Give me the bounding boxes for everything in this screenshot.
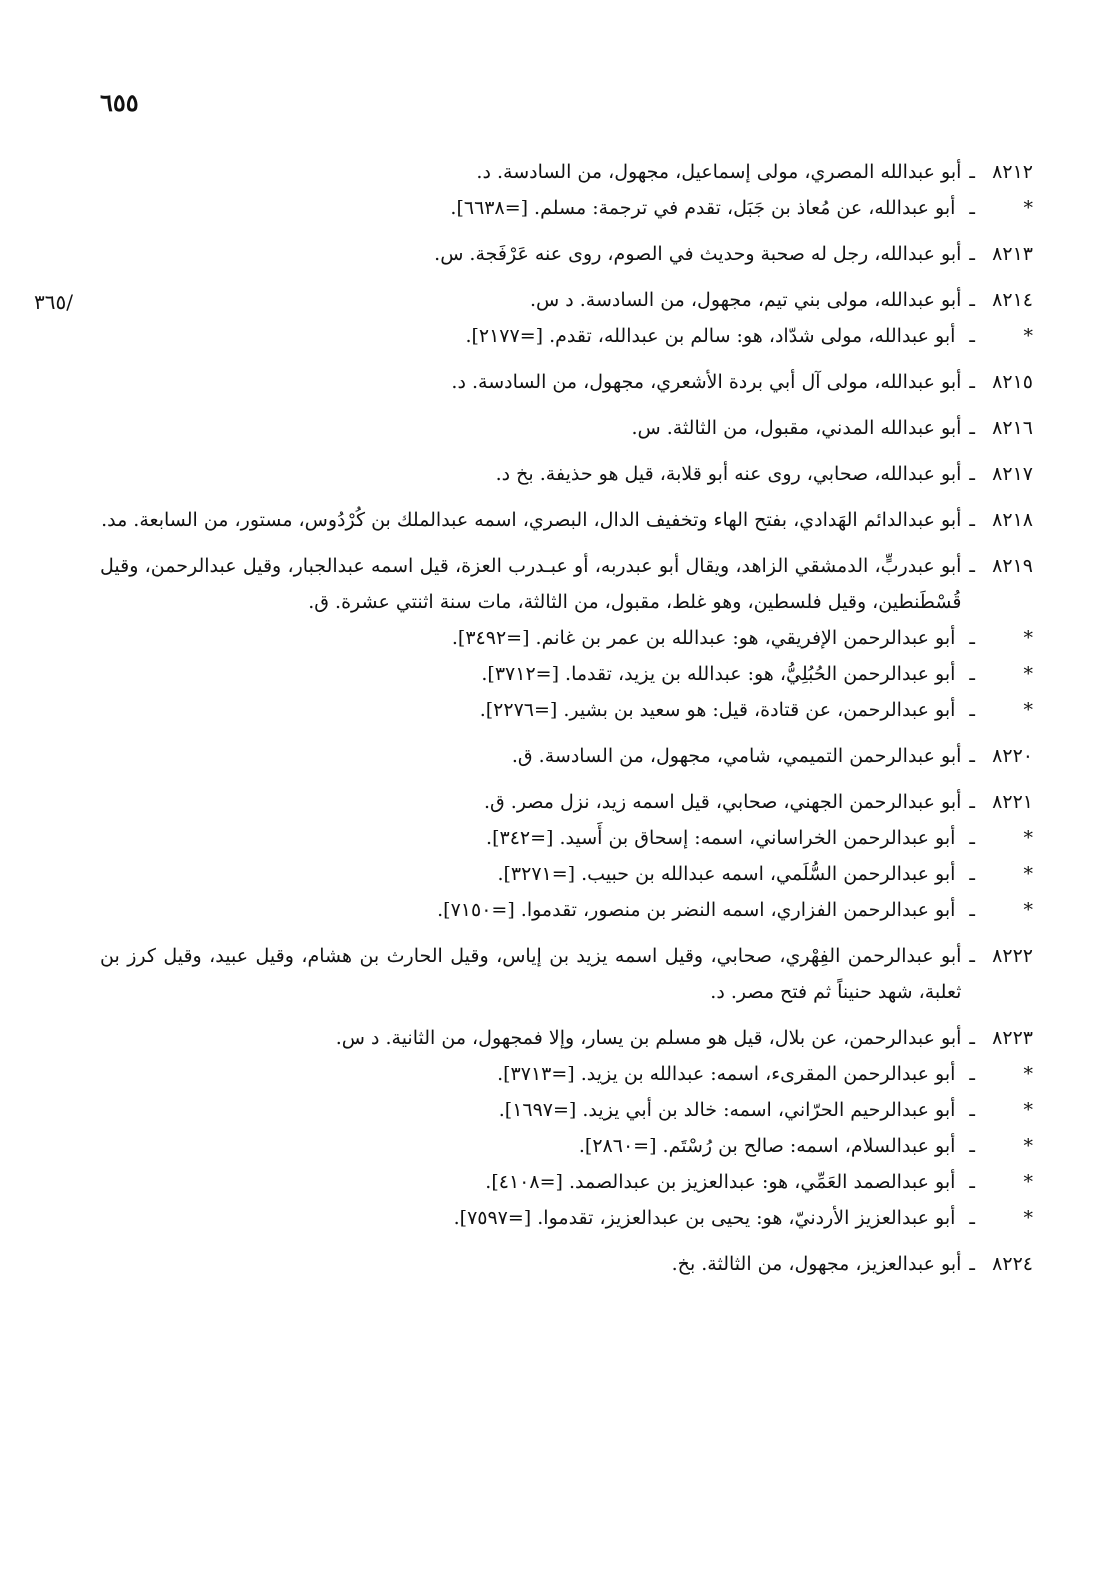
entry-text: أبو عبدالعزيز، مجهول، من الثالثة. بخ.	[671, 1253, 962, 1275]
entry-dash: ـ	[969, 1099, 975, 1121]
asterisk-marker: *	[1023, 1207, 1033, 1229]
entry-item	[100, 784, 1033, 820]
entry-dash: ـ	[969, 827, 975, 849]
entry-number: ٨٢٢٠	[992, 745, 1033, 767]
entry-number: ٨٢١٥	[992, 371, 1033, 393]
entry-text: أبو عبدالله، صحابي، روى عنه أبو قلابة، قيل هو حذيفة. بخ د.	[495, 463, 962, 485]
entry-item	[100, 502, 1033, 538]
entry-item	[100, 154, 1033, 190]
entry-item	[100, 1246, 1033, 1282]
entry-dash: ـ	[969, 899, 975, 921]
page-number: ٦٥٥	[100, 88, 139, 117]
entry-text: أبو عبدربٍّ، الدمشقي الزاهد، ويقال أبو عبدربه، أو عبـدرب العزة، قيل اسمه عبدالجبار، وقيل عبدالرحمن، وقيل قُسْطَنطين، وقيل فلسطين، وهو غلط، مقبول، من الثالثة، مات سنة اثنتي عشرة. ق.	[100, 555, 962, 613]
entry-dash: ـ	[969, 243, 975, 265]
entry-text: أبو عبدالله، مولى بني تيم، مجهول، من السادسة. د س.	[529, 289, 962, 311]
entry-dash: ـ	[969, 555, 975, 577]
entry-text: أبو عبدالرحمن الحُبُلِيُّ، هو: عبدالله بن يزيد، تقدما. [=٣٧١٢].	[481, 663, 956, 685]
entry-number: ٨٢٢٢	[992, 945, 1033, 967]
asterisk-marker: *	[1023, 627, 1033, 649]
entry-dash: ـ	[969, 509, 975, 531]
entry-dash: ـ	[969, 945, 975, 967]
entry-text: أبو عبدالرحمن التميمي، شامي، مجهول، من السادسة. ق.	[511, 745, 962, 767]
asterisk-marker: *	[1023, 827, 1033, 849]
cross-reference-item	[100, 856, 1033, 892]
entry-text: أبو عبدالله، عن مُعاذ بن جَبَل، تقدم في ترجمة: مسلم. [=٦٦٣٨].	[450, 197, 956, 219]
entry-number: ٨٢١٤	[992, 289, 1033, 311]
cross-reference-item	[100, 1092, 1033, 1128]
entry-item	[100, 236, 1033, 272]
cross-reference-item	[100, 692, 1033, 728]
cross-reference-item	[100, 656, 1033, 692]
entry-dash: ـ	[969, 791, 975, 813]
entry-dash: ـ	[969, 161, 975, 183]
entry-dash: ـ	[969, 627, 975, 649]
entry-dash: ـ	[969, 197, 975, 219]
entry-number: ٨٢١٩	[992, 555, 1033, 577]
entry-text: أبو عبدالله، رجل له صحبة وحديث في الصوم، روى عنه عَرْفَجة. س.	[434, 243, 962, 265]
asterisk-marker: *	[1023, 197, 1033, 219]
cross-reference-item	[100, 892, 1033, 928]
entry-item	[100, 282, 1033, 318]
asterisk-marker: *	[1023, 1063, 1033, 1085]
cross-reference-item	[100, 318, 1033, 354]
entries-list	[100, 144, 1033, 1282]
entry-text: أبو عبدالدائم الهَدادي، بفتح الهاء وتخفيف الدال، البصري، اسمه عبدالملك بن كُرْدُوس، مستور، من السابعة. مد.	[101, 509, 962, 531]
entry-number: ٨٢١٣	[992, 243, 1033, 265]
entry-text: أبو عبدالرحمن الجهني، صحابي، قيل اسمه زيد، نزل مصر. ق.	[483, 791, 962, 813]
entry-dash: ـ	[969, 745, 975, 767]
entry-text: أبو عبدالرحمن السُّلَمي، اسمه عبدالله بن حبيب. [=٣٢٧١].	[497, 863, 956, 885]
cross-reference-item	[100, 1200, 1033, 1236]
asterisk-marker: *	[1023, 899, 1033, 921]
entry-dash: ـ	[969, 289, 975, 311]
entry-dash: ـ	[969, 699, 975, 721]
entry-text: أبو عبدالرحمن، عن قتادة، قيل: هو سعيد بن بشير. [=٢٢٧٦].	[479, 699, 956, 721]
entry-dash: ـ	[969, 371, 975, 393]
entry-number: ٨٢١٨	[992, 509, 1033, 531]
margin-volume-page-note: /٣٦٥	[34, 290, 73, 314]
entry-item	[100, 456, 1033, 492]
entry-text: أبو عبدالرحمن الفزاري، اسمه النضر بن منصور، تقدموا. [=٧١٥٠].	[437, 899, 956, 921]
asterisk-marker: *	[1023, 1135, 1033, 1157]
entry-text: أبو عبدالله، مولى شدّاد، هو: سالم بن عبدالله، تقدم. [=٢١٧٧].	[465, 325, 956, 347]
entry-dash: ـ	[969, 1253, 975, 1275]
entry-text: أبو عبدالله، مولى آل أبي بردة الأشعري، مجهول، من السادسة. د.	[451, 371, 962, 393]
entry-item	[100, 738, 1033, 774]
entry-text: أبو عبدالرحمن، عن بلال، قيل هو مسلم بن يسار، وإلا فمجهول، من الثانية. د س.	[335, 1027, 962, 1049]
entry-item	[100, 548, 1033, 620]
entry-dash: ـ	[969, 417, 975, 439]
entry-item	[100, 364, 1033, 400]
entry-item	[100, 938, 1033, 1010]
cross-reference-item	[100, 820, 1033, 856]
entry-text: أبو عبدالله المدني، مقبول، من الثالثة. س.	[631, 417, 962, 439]
asterisk-marker: *	[1023, 1171, 1033, 1193]
entry-text: أبو عبدالرحيم الحرّاني، اسمه: خالد بن أبي يزيد. [=١٦٩٧].	[498, 1099, 956, 1121]
entry-text: أبو عبدالصمد العَمِّي، هو: عبدالعزيز بن عبدالصمد. [=٤١٠٨].	[485, 1171, 956, 1193]
entry-dash: ـ	[969, 863, 975, 885]
asterisk-marker: *	[1023, 1099, 1033, 1121]
entry-dash: ـ	[969, 325, 975, 347]
entry-dash: ـ	[969, 1135, 975, 1157]
entry-item	[100, 1020, 1033, 1056]
cross-reference-item	[100, 1128, 1033, 1164]
entry-number: ٨٢٢١	[992, 791, 1033, 813]
entry-text: أبو عبدالرحمن الفِهْري، صحابي، وقيل اسمه يزيد بن إياس، وقيل الحارث بن هشام، وقيل عبيد، وقيل كرز بن ثعلبة، شهد حنيناً ثم فتح مصر. د.	[100, 945, 962, 1003]
entry-text: أبو عبدالعزيز الأردنيّ، هو: يحيى بن عبدالعزيز، تقدموا. [=٧٥٩٧].	[453, 1207, 956, 1229]
entry-number: ٨٢٢٣	[992, 1027, 1033, 1049]
asterisk-marker: *	[1023, 325, 1033, 347]
asterisk-marker: *	[1023, 863, 1033, 885]
entry-text: أبو عبدالله المصري، مولى إسماعيل، مجهول، من السادسة. د.	[476, 161, 962, 183]
entry-dash: ـ	[969, 1207, 975, 1229]
entry-number: ٨٢١٢	[992, 161, 1033, 183]
entry-number: ٨٢٢٤	[992, 1253, 1033, 1275]
entry-dash: ـ	[969, 1171, 975, 1193]
asterisk-marker: *	[1023, 663, 1033, 685]
cross-reference-item	[100, 190, 1033, 226]
asterisk-marker: *	[1023, 699, 1033, 721]
entry-text: أبو عبدالرحمن الإفريقي، هو: عبدالله بن عمر بن غانم. [=٣٤٩٢].	[451, 627, 956, 649]
entry-text: أبو عبدالسلام، اسمه: صالح بن رُسْتَم. [=٢٨٦٠].	[578, 1135, 956, 1157]
cross-reference-item	[100, 620, 1033, 656]
entry-dash: ـ	[969, 1063, 975, 1085]
entry-dash: ـ	[969, 463, 975, 485]
entry-text: أبو عبدالرحمن المقرىء، اسمه: عبدالله بن يزيد. [=٣٧١٣].	[497, 1063, 956, 1085]
entry-dash: ـ	[969, 1027, 975, 1049]
entry-number: ٨٢١٧	[992, 463, 1033, 485]
entry-item	[100, 410, 1033, 446]
entry-dash: ـ	[969, 663, 975, 685]
cross-reference-item	[100, 1056, 1033, 1092]
cross-reference-item	[100, 1164, 1033, 1200]
entry-number: ٨٢١٦	[992, 417, 1033, 439]
entry-text: أبو عبدالرحمن الخراساني، اسمه: إسحاق بن أَسيد. [=٣٤٢].	[486, 827, 956, 849]
